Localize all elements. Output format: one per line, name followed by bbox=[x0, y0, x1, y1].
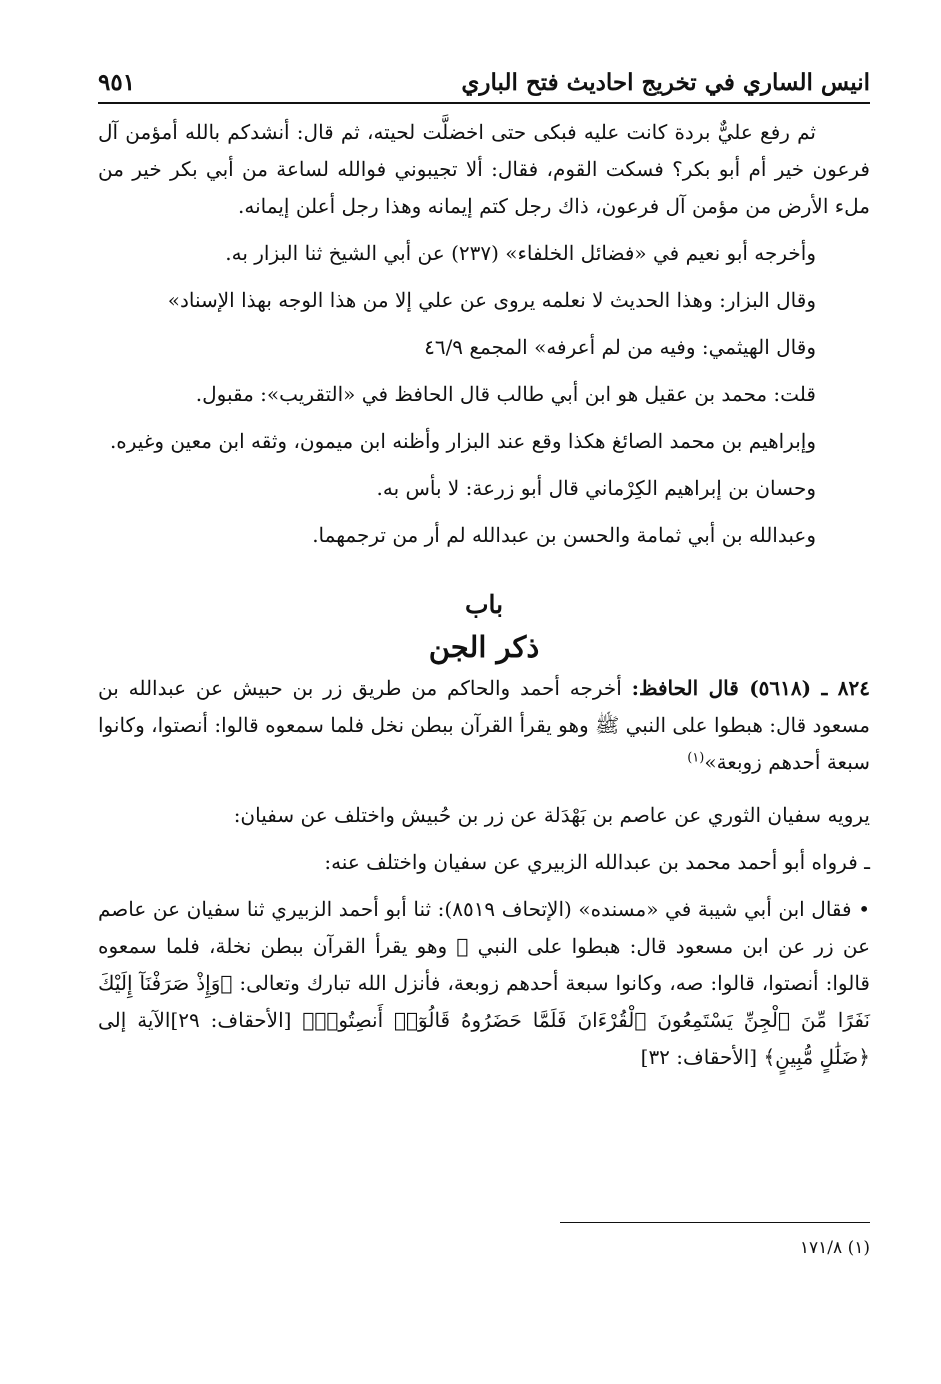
running-header bbox=[98, 62, 870, 104]
paragraph-11: • فقال ابن أبي شيبة في «مسنده» (الإتحاف ٨٥١٩): ثنا أبو أحمد الزبيري ثنا سفيان عن عاصم عن زر عن ابن مسعود قال: هبطوا على النبي ﷺ وهو يقرأ القرآن ببطن نخلة، فلما سمعوه قالوا: أنصتوا، قالوا: صه، وكانوا سبعة أحدهم زوبعة، فأنزل الله تبارك وتعالى: ﴿وَإِذْ صَرَفْنَآ إِلَيْكَ نَفَرًا مِّنَ ٱلْجِنِّ يَسْتَمِعُونَ ٱلْقُرْءَانَ فَلَمَّا حَضَرُوهُ قَالُوٓا۟ أَنصِتُوا۟﴾ [الأحقاف: ٢٩]الآية إلى ﴿ضَلَٰلٍ مُّبِينٍ﴾ [الأحقاف: ٣٢] bbox=[98, 897, 871, 1069]
entry-number-lead: ٨٢٤ ـ (٥٦١٨) قال الحافظ: bbox=[631, 676, 871, 700]
paragraph-3: وقال البزار: وهذا الحديث لا نعلمه يروى عن علي إلا من هذا الوجه بهذا الإسناد» bbox=[167, 288, 816, 312]
page-number: ٩٥١ bbox=[98, 68, 136, 96]
chapter-label: باب bbox=[464, 590, 504, 619]
hadith-entry bbox=[98, 670, 870, 781]
paragraph-4: وقال الهيثمي: وفيه من لم أعرفه» المجمع ٤٦/٩ bbox=[424, 335, 816, 359]
chapter-title: ذكر الجن bbox=[428, 630, 540, 664]
paragraph-6: وإبراهيم بن محمد الصائغ هكذا وقع عند البزار وأظنه ابن ميمون، وثقه ابن معين وغيره. bbox=[109, 429, 816, 453]
chapter-heading bbox=[98, 586, 870, 670]
paragraph-7: وحسان بن إبراهيم الكِرْماني قال أبو زرعة: لا بأس به. bbox=[376, 476, 816, 500]
paragraph-5: قلت: محمد بن عقيل هو ابن أبي طالب قال الحافظ في «التقريب»: مقبول. bbox=[195, 382, 816, 406]
footnote: (١) ١٧١/٨ bbox=[799, 1238, 870, 1258]
main-text bbox=[98, 114, 870, 1076]
paragraph-8: وعبدالله بن أبي ثمامة والحسن بن عبدالله لم أر من ترجمهما. bbox=[312, 523, 816, 547]
footnote-divider bbox=[560, 1222, 870, 1223]
entry-text: أخرجه أحمد والحاكم من طريق زر بن حبيش عن عبدالله بن مسعود قال: هبطوا على النبي ﷺ وهو يقرأ القرآن ببطن نخل فلما سمعوه قالوا: أنصتوا، وكانوا سبعة أحدهم زوبعة» bbox=[98, 676, 870, 774]
paragraph-10: ـ فرواه أبو أحمد محمد بن عبدالله الزبيري عن سفيان واختلف عنه: bbox=[324, 850, 870, 874]
running-title: انيس الساري في تخريج احاديث فتح الباري bbox=[461, 68, 870, 96]
paragraph-9: يرويه سفيان الثوري عن عاصم بن بَهْدَلة عن زر بن حُبيش واختلف عن سفيان: bbox=[233, 803, 870, 827]
paragraph-2: وأخرجه أبو نعيم في «فضائل الخلفاء» (٢٣٧) عن أبي الشيخ ثنا البزار به. bbox=[225, 241, 816, 265]
paragraph-1: ثم رفع عليٌّ بردة كانت عليه فبكى حتى اخضلَّت لحيته، ثم قال: أنشدكم بالله أمؤمن آل فرعون خير أم أبو بكر؟ فسكت القوم، فقال: ألا تجيبوني فوالله لساعة من أبي بكر خير من ملء الأرض من مؤمن آل فرعون، ذاك رجل كتم إيمانه وهذا رجل أعلن إيمانه. bbox=[98, 120, 870, 218]
footnote-reference: (١) bbox=[687, 750, 705, 766]
